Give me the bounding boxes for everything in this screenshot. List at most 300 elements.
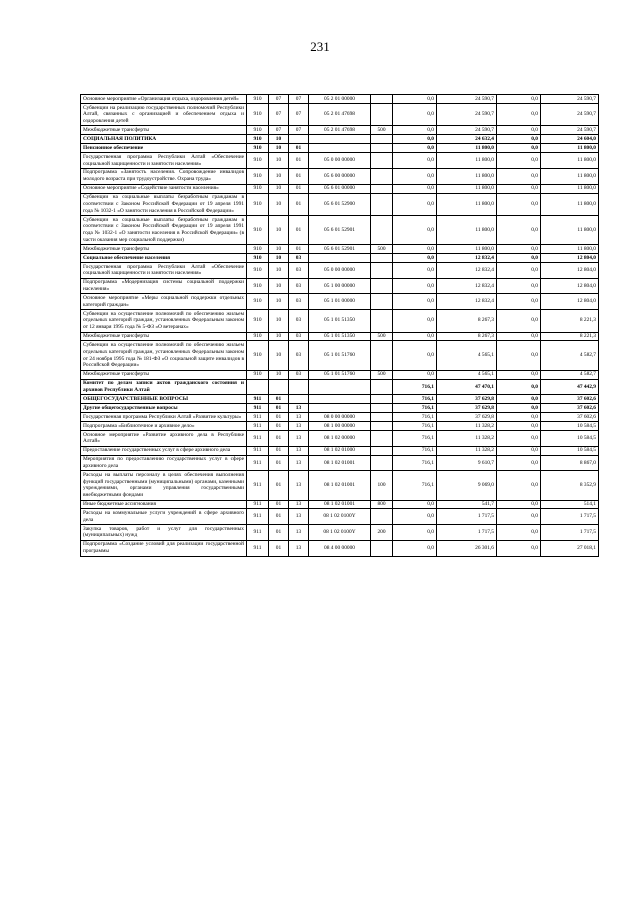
row-gr: 911 [247,395,269,404]
row-pr: 07 [289,103,309,125]
row-csr: 08 1 02 00000 [309,431,371,447]
row-pr: 01 [289,215,309,244]
row-gr: 911 [247,413,269,422]
row-amount-b: 12 832,4 [437,263,497,279]
row-rz: 07 [269,95,289,104]
row-pr [289,135,309,144]
row-gr: 910 [247,263,269,279]
row-vr: 800 [371,500,393,509]
table-row [81,471,599,500]
row-gr: 910 [247,254,269,263]
row-csr [309,404,371,413]
table-row [81,135,599,144]
row-rz: 10 [269,144,289,153]
row-vr [371,422,393,431]
row-gr: 910 [247,184,269,193]
table-row [81,431,599,447]
row-pr: 01 [289,168,309,184]
row-csr [309,135,371,144]
row-amount-a: 0,0 [393,540,437,556]
row-gr: 910 [247,168,269,184]
row-name: Основное мероприятие «Организация отдыха, оздоровления детей» [81,95,247,104]
row-amount-a: 0,0 [393,509,437,525]
row-name: Межбюджетные трансферты [81,332,247,341]
row-name: Расходы на выплаты персоналу в целях обеспечения выполнения функций государственными (муниципальными) органами, казенными учреждениями, органами управления государственными внебюджетными фондами [81,471,247,500]
row-amount-a: 716,1 [393,431,437,447]
row-pr: 03 [289,263,309,279]
row-pr: 13 [289,404,309,413]
row-pr [289,379,309,395]
row-amount-c: 0,0 [497,413,541,422]
table-row [81,168,599,184]
row-amount-c: 0,0 [497,135,541,144]
row-amount-b: 11 800,0 [437,245,497,254]
row-pr: 13 [289,446,309,455]
row-amount-d: 37 602,6 [541,404,599,413]
row-amount-b: 24 632,4 [437,135,497,144]
row-pr: 13 [289,413,309,422]
row-amount-a: 0,0 [393,370,437,379]
row-amount-b: 11 328,2 [437,422,497,431]
row-amount-a: 716,1 [393,446,437,455]
row-amount-b: 9 610,7 [437,455,497,471]
table-row [81,332,599,341]
row-rz: 01 [269,413,289,422]
row-vr [371,431,393,447]
row-gr: 910 [247,103,269,125]
row-amount-d: 8 221,3 [541,310,599,332]
row-name: Субвенции на социальные выплаты безработным гражданам в соответствии с Законом Российской Федерации от 19 апреля 1991 года № 1032-1 «О занятости населения в Российской Федерации» [81,193,247,215]
row-pr: 13 [289,509,309,525]
row-rz: 10 [269,332,289,341]
row-csr: 05 2 01 47698 [309,126,371,135]
row-amount-d: 24 590,7 [541,95,599,104]
row-amount-c: 0,0 [497,404,541,413]
row-pr: 03 [289,332,309,341]
row-amount-a: 0,0 [393,95,437,104]
row-gr: 911 [247,446,269,455]
row-gr: 911 [247,431,269,447]
row-rz: 07 [269,103,289,125]
row-csr: 05 2 01 47698 [309,103,371,125]
row-amount-c: 0,0 [497,471,541,500]
row-name: Межбюджетные трансферты [81,126,247,135]
row-gr: 910 [247,370,269,379]
budget-table [80,94,599,557]
row-gr: 910 [247,135,269,144]
row-name: Государственная программа Республики Алтай «Обеспечение социальной защищенности и занятости населения» [81,263,247,279]
row-csr: 05 2 01 00000 [309,95,371,104]
row-amount-d: 8 352,9 [541,471,599,500]
row-amount-c: 0,0 [497,455,541,471]
budget-table-body [81,95,599,557]
row-name: Закупка товаров, работ и услуг для государственных (муниципальных) нужд [81,525,247,541]
table-row [81,455,599,471]
row-rz: 01 [269,540,289,556]
row-rz: 10 [269,193,289,215]
row-csr: 05 1 01 51350 [309,332,371,341]
row-amount-b: 24 590,7 [437,103,497,125]
row-amount-b: 4 565,1 [437,370,497,379]
table-row [81,500,599,509]
row-amount-d: 12 804,0 [541,263,599,279]
table-row [81,153,599,169]
row-amount-d: 11 800,0 [541,184,599,193]
row-amount-d: 37 602,6 [541,395,599,404]
row-name: Расходы на коммунальные услуги учреждений в сфере архивного дела [81,509,247,525]
row-name: Предоставление государственных услуг в сфере архивного дела [81,446,247,455]
table-row [81,144,599,153]
row-amount-c: 0,0 [497,263,541,279]
row-rz: 10 [269,310,289,332]
table-row [81,370,599,379]
row-name: Государственная программа Республики Алтай «Развитие культуры» [81,413,247,422]
table-row [81,540,599,556]
row-gr: 910 [247,278,269,294]
row-gr: 911 [247,500,269,509]
row-amount-d: 12 804,0 [541,278,599,294]
row-vr [371,413,393,422]
row-vr [371,215,393,244]
row-amount-b: 26 301,6 [437,540,497,556]
row-amount-d: 10 584,5 [541,422,599,431]
row-name: Подпрограмма «Занятость населения. Сопровождение инвалидов молодого возраста при трудоустройстве. Охрана труда» [81,168,247,184]
row-amount-b: 11 800,0 [437,193,497,215]
row-amount-b: 11 328,2 [437,446,497,455]
row-csr [309,254,371,263]
row-vr [371,168,393,184]
row-vr [371,193,393,215]
row-rz: 01 [269,404,289,413]
row-csr: 05 1 00 00000 [309,278,371,294]
row-amount-a: 0,0 [393,193,437,215]
row-vr: 500 [371,332,393,341]
row-amount-a: 0,0 [393,168,437,184]
row-vr [371,153,393,169]
row-rz: 10 [269,168,289,184]
row-vr: 500 [371,126,393,135]
row-amount-c: 0,0 [497,341,541,370]
table-row [81,245,599,254]
row-gr: 910 [247,153,269,169]
table-row [81,413,599,422]
row-amount-c: 0,0 [497,184,541,193]
row-rz: 10 [269,263,289,279]
row-amount-a: 0,0 [393,263,437,279]
row-amount-a: 0,0 [393,525,437,541]
row-amount-c: 0,0 [497,332,541,341]
row-amount-b: 12 832,4 [437,294,497,310]
row-amount-c: 0,0 [497,395,541,404]
row-amount-b: 24 590,7 [437,126,497,135]
row-gr: 911 [247,422,269,431]
row-amount-a: 0,0 [393,153,437,169]
row-rz: 01 [269,525,289,541]
table-row [81,379,599,395]
row-amount-a: 0,0 [393,184,437,193]
row-gr: 911 [247,509,269,525]
row-amount-b: 541,7 [437,500,497,509]
row-csr: 05 1 01 51760 [309,341,371,370]
row-pr: 03 [289,341,309,370]
row-amount-c: 0,0 [497,278,541,294]
row-amount-a: 0,0 [393,332,437,341]
row-amount-c: 0,0 [497,168,541,184]
row-amount-c: 0,0 [497,254,541,263]
table-row [81,254,599,263]
row-amount-a: 0,0 [393,310,437,332]
row-amount-a: 716,1 [393,471,437,500]
row-rz: 10 [269,135,289,144]
table-row [81,404,599,413]
row-amount-a: 716,1 [393,413,437,422]
row-vr [371,446,393,455]
row-amount-a: 716,1 [393,455,437,471]
row-csr: 08 1 02 01001 [309,455,371,471]
row-amount-c: 0,0 [497,153,541,169]
row-amount-a: 0,0 [393,341,437,370]
row-vr: 500 [371,370,393,379]
row-gr: 911 [247,455,269,471]
row-csr: 08 1 02 0100Y [309,509,371,525]
row-gr: 911 [247,404,269,413]
table-row [81,95,599,104]
row-amount-d: 12 804,0 [541,254,599,263]
row-vr [371,95,393,104]
row-amount-c: 0,0 [497,431,541,447]
row-amount-b: 11 328,2 [437,431,497,447]
row-amount-d: 11 800,0 [541,245,599,254]
table-row [81,184,599,193]
row-amount-d: 1 717,5 [541,509,599,525]
row-rz [269,379,289,395]
row-name: Субвенции на социальные выплаты безработным гражданам в соответствии с Законом Российской Федерации от 19 апреля 1991 года № 1032-1 «О занятости населения в Российской Федерации» (в части оказания мер социальной поддержки) [81,215,247,244]
row-vr: 200 [371,525,393,541]
row-vr [371,404,393,413]
row-vr [371,278,393,294]
row-pr: 03 [289,294,309,310]
table-row [81,341,599,370]
row-amount-b: 12 832,4 [437,254,497,263]
row-vr [371,254,393,263]
row-amount-c: 0,0 [497,525,541,541]
row-amount-d: 24 590,7 [541,103,599,125]
row-amount-a: 0,0 [393,245,437,254]
row-gr: 910 [247,193,269,215]
row-rz: 10 [269,254,289,263]
row-vr [371,310,393,332]
row-amount-a: 0,0 [393,135,437,144]
row-amount-b: 11 800,0 [437,144,497,153]
row-pr: 13 [289,422,309,431]
row-pr: 03 [289,310,309,332]
row-gr: 911 [247,540,269,556]
row-amount-a: 0,0 [393,215,437,244]
row-csr: 05 6 00 00000 [309,168,371,184]
row-amount-b: 37 629,8 [437,395,497,404]
row-vr: 500 [371,245,393,254]
row-amount-a: 716,1 [393,404,437,413]
row-csr: 08 1 00 00000 [309,422,371,431]
row-name: Пенсионное обеспечение [81,144,247,153]
row-amount-b: 37 629,8 [437,404,497,413]
row-amount-d: 11 800,0 [541,168,599,184]
row-amount-d: 11 800,0 [541,153,599,169]
row-name: Другие общегосударственные вопросы [81,404,247,413]
page-number: 231 [310,39,330,54]
row-pr: 01 [289,184,309,193]
row-amount-b: 8 267,3 [437,332,497,341]
row-vr [371,379,393,395]
row-amount-c: 0,0 [497,540,541,556]
row-amount-a: 0,0 [393,294,437,310]
row-amount-d: 1 717,5 [541,525,599,541]
row-amount-c: 0,0 [497,193,541,215]
row-name: Государственная программа Республики Алтай «Обеспечение социальной защищенности и занятости населения» [81,153,247,169]
row-csr: 05 1 01 51760 [309,370,371,379]
row-amount-b: 9 069,0 [437,471,497,500]
row-amount-b: 4 565,1 [437,341,497,370]
row-amount-c: 0,0 [497,294,541,310]
row-amount-b: 1 717,5 [437,509,497,525]
row-name: Основное мероприятие «Развитие архивного дела в Республике Алтай» [81,431,247,447]
row-amount-d: 10 584,5 [541,446,599,455]
row-amount-a: 716,1 [393,395,437,404]
row-name: СОЦИАЛЬНАЯ ПОЛИТИКА [81,135,247,144]
row-vr [371,294,393,310]
row-pr: 13 [289,500,309,509]
row-amount-d: 37 602,6 [541,413,599,422]
row-name: Комитет по делам записи актов гражданского состояния и архивов Республики Алтай [81,379,247,395]
row-rz: 10 [269,153,289,169]
table-row [81,509,599,525]
row-csr [309,379,371,395]
row-amount-c: 0,0 [497,446,541,455]
row-csr: 05 6 01 52901 [309,215,371,244]
row-pr: 13 [289,455,309,471]
row-vr [371,455,393,471]
row-rz: 01 [269,471,289,500]
row-gr: 910 [247,95,269,104]
table-row [81,310,599,332]
row-csr: 08 4 00 00000 [309,540,371,556]
row-amount-b: 8 267,3 [437,310,497,332]
row-pr: 07 [289,126,309,135]
row-amount-c: 0,0 [497,95,541,104]
row-amount-a: 716,1 [393,422,437,431]
row-amount-c: 0,0 [497,215,541,244]
row-pr: 13 [289,471,309,500]
row-gr: 910 [247,126,269,135]
row-name: Субвенции на осуществление полномочий по обеспечению жильем отдельных категорий граждан, установленных Федеральным законом от 24 ноября 1995 года № 181-ФЗ «О социальной защите инвалидов в Российской Федерации» [81,341,247,370]
row-name: Основное мероприятие «Содействие занятости населения» [81,184,247,193]
row-amount-b: 37 629,8 [437,413,497,422]
table-row [81,263,599,279]
row-pr [289,395,309,404]
row-amount-b: 12 832,4 [437,278,497,294]
row-gr: 910 [247,341,269,370]
row-name: Субвенции на осуществление полномочий по обеспечению жильем отдельных категорий граждан, установленных Федеральным законом от 12 января 1995 года № 5-ФЗ «О ветеранах» [81,310,247,332]
row-csr: 08 1 02 01001 [309,500,371,509]
row-rz: 01 [269,455,289,471]
row-rz: 01 [269,395,289,404]
row-vr [371,341,393,370]
row-rz: 01 [269,500,289,509]
row-name: Подпрограмма «Библиотечное и архивное дело» [81,422,247,431]
row-rz: 01 [269,446,289,455]
row-rz: 07 [269,126,289,135]
table-row [81,395,599,404]
row-csr: 05 0 00 00000 [309,263,371,279]
row-name: Подпрограмма «Создание условий для реализации государственной программы [81,540,247,556]
row-amount-d: 4 582,7 [541,370,599,379]
row-vr [371,263,393,279]
row-amount-d: 4 582,7 [541,341,599,370]
row-amount-a: 0,0 [393,103,437,125]
row-amount-c: 0,0 [497,103,541,125]
row-pr: 03 [289,278,309,294]
row-rz: 10 [269,184,289,193]
table-row [81,215,599,244]
row-vr [371,395,393,404]
row-vr [371,540,393,556]
row-csr: 05 6 01 52900 [309,193,371,215]
table-row [81,446,599,455]
row-vr [371,144,393,153]
row-rz: 01 [269,509,289,525]
row-amount-b: 11 800,0 [437,184,497,193]
row-name: Субвенции на реализацию государственных полномочий Республики Алтай, связанных с организацией и обеспечением отдыха и оздоровления детей [81,103,247,125]
row-csr: 05 0 00 00000 [309,153,371,169]
row-amount-d: 10 584,5 [541,431,599,447]
row-pr: 13 [289,525,309,541]
row-gr: 910 [247,294,269,310]
row-amount-b: 24 590,7 [437,95,497,104]
row-amount-c: 0,0 [497,310,541,332]
row-rz: 10 [269,294,289,310]
row-amount-b: 11 800,0 [437,153,497,169]
row-gr: 910 [247,310,269,332]
row-vr: 100 [371,471,393,500]
row-csr: 08 1 02 01000 [309,446,371,455]
row-name: Мероприятия по предоставлению государственных услуг в сфере архивного дела [81,455,247,471]
row-amount-b: 11 800,0 [437,215,497,244]
row-name: ОБЩЕГОСУДАРСТВЕННЫЕ ВОПРОСЫ [81,395,247,404]
row-name: Межбюджетные трансферты [81,245,247,254]
row-amount-c: 0,0 [497,422,541,431]
table-row [81,422,599,431]
row-pr: 03 [289,254,309,263]
row-gr [247,379,269,395]
row-pr: 13 [289,540,309,556]
table-row [81,294,599,310]
row-rz: 01 [269,431,289,447]
row-csr [309,144,371,153]
row-name: Межбюджетные трансферты [81,370,247,379]
row-amount-d: 514,1 [541,500,599,509]
row-amount-a: 0,0 [393,500,437,509]
row-csr: 05 1 01 51350 [309,310,371,332]
row-amount-b: 47 470,1 [437,379,497,395]
row-csr: 08 1 02 01001 [309,471,371,500]
row-csr [309,395,371,404]
row-csr: 05 6 01 00000 [309,184,371,193]
row-amount-d: 8 867,0 [541,455,599,471]
row-rz: 01 [269,422,289,431]
row-amount-d: 47 442,9 [541,379,599,395]
row-vr [371,103,393,125]
row-gr: 910 [247,144,269,153]
